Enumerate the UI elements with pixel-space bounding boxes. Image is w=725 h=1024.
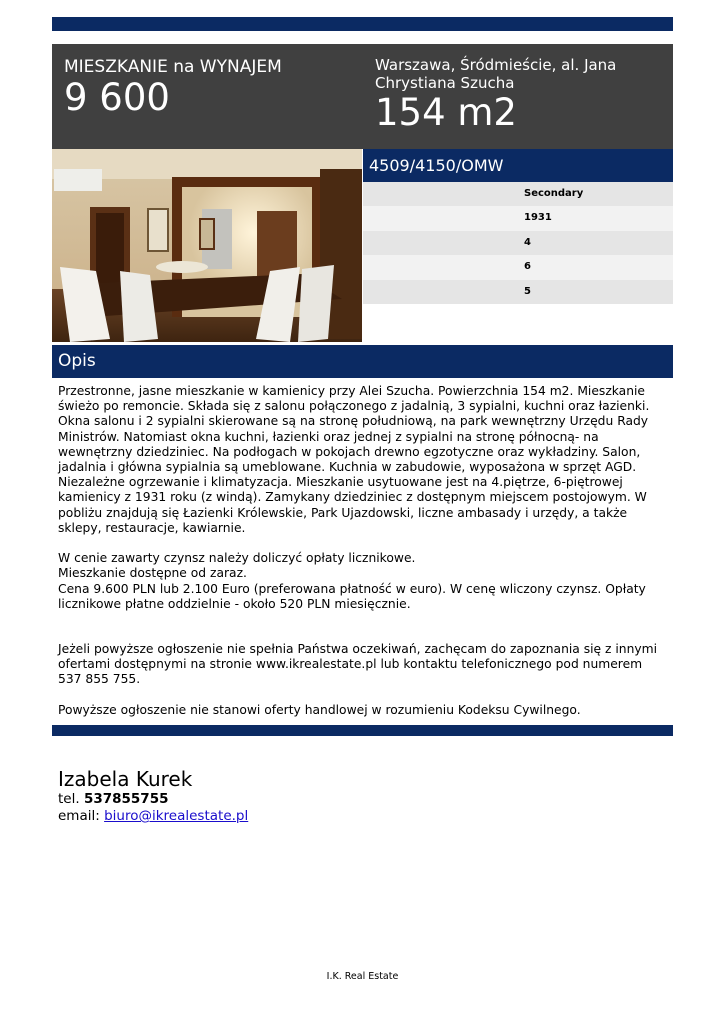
attribute-row: 6	[363, 255, 673, 279]
apartment-photo	[52, 149, 362, 342]
footer-company: I.K. Real Estate	[326, 971, 399, 982]
description-paragraph: Powyższe ogłoszenie nie stanowi oferty handlowej w rozumieniu Kodeksu Cywilnego.	[58, 702, 581, 717]
phone-label: tel.	[58, 791, 84, 807]
listing-area: 154 m2	[375, 91, 517, 134]
description-paragraph: Jeżeli powyższe ogłoszenie nie spełnia Państwa oczekiwań, zachęcam do zapoznania się z innymi ofertami dostępnymi na stronie www.ikrealestate.pl lub kontaktu telefonicznego pod numerem 537 855 755.	[58, 642, 658, 687]
email-link[interactable]: biuro@ikrealestate.pl	[104, 808, 249, 824]
phone-number: 537855755	[83, 791, 169, 807]
section-title: Opis	[52, 345, 673, 378]
reference-number: 4509/4150/OMW	[363, 149, 673, 182]
listing-price: 9 600	[64, 76, 170, 119]
contact-block	[58, 767, 248, 825]
email-label: email:	[58, 808, 105, 824]
listing-type: MIESZKANIE na WYNAJEM	[64, 57, 282, 77]
attribute-row: 1931	[363, 206, 673, 230]
attribute-row: 5	[363, 280, 673, 304]
attribute-row: 4	[363, 231, 673, 255]
header-right	[375, 56, 665, 134]
description-paragraph: Przestronne, jasne mieszkanie w kamienicy przy Alei Szucha. Powierzchnia 154 m2. Mieszkanie świeżo po remoncie. Składa się z salonu połączonego z jadalnią, 3 sypialni, kuchni oraz łazienki. Okna salonu i 2 sypialni skierowane są na stronę południową, na park wewnętrzny Urzędu Rady Ministrów. Natomiast okna kuchni, łazienki oraz jednej z sypialni na stronę północną- na wewnętrzny dziedziniec. Na podłogach w pokojach drewno egzotyczne oraz wykładziny. Salon, jadalnia i główna sypialnia są umeblowane. Kuchnia w zabudowie, wyposażona w sprzęt AGD. Niezależne ogrzewanie i klimatyzacja. Mieszkanie usytuowane jest na 4.piętrze, 6-piętrowej kamienicy z 1931 roku (z windą). Zamykany dziedziniec z dostępnym miejscem postojowym. W pobliżu znajdują się Łazienki Królewskie, Park Ujazdowski, liczne ambasady i urzędy, a także sklepy, restauracje, kawiarnie.	[58, 384, 650, 535]
bottom-accent-bar	[52, 725, 673, 736]
attribute-row: Secondary	[363, 182, 673, 206]
phone-line	[58, 791, 248, 808]
agent-name: Izabela Kurek	[58, 767, 193, 791]
description	[58, 384, 668, 718]
top-accent-bar	[52, 17, 673, 31]
dining-room-image	[52, 149, 362, 342]
listing-address: Warszawa, Śródmieście, al. Jana Chrystiana Szucha	[375, 56, 617, 92]
attributes-table	[363, 182, 673, 304]
header-left	[64, 57, 354, 119]
description-paragraph: W cenie zawarty czynsz należy doliczyć opłaty licznikowe. Mieszkanie dostępne od zaraz. Cena 9.600 PLN lub 2.100 Euro (preferowana płatność w euro). W cenę wliczony czynsz. Opłaty licznikowe płatne oddzielnie - około 520 PLN miesięcznie.	[58, 551, 646, 611]
email-line	[58, 808, 248, 825]
listing-header	[52, 44, 673, 149]
